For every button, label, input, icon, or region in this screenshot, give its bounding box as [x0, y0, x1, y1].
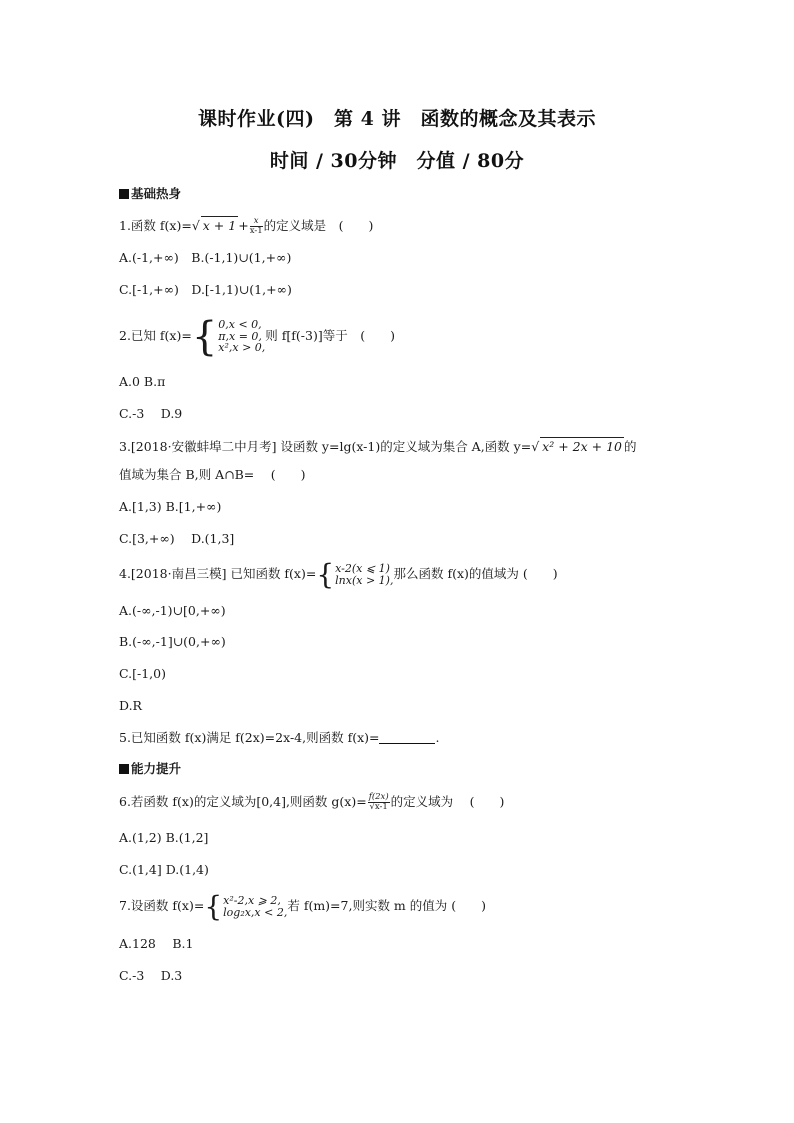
question-4-option-b: B.(-∞,-1]∪(0,+∞)	[119, 634, 226, 649]
question-4-option-d: D.R	[119, 698, 142, 713]
question-1-options-ab: A.(-1,+∞) B.(-1,1)∪(1,+∞)	[119, 250, 292, 265]
question-3-options-ab: A.[1,3) B.[1,+∞)	[119, 499, 222, 514]
question-6: 6.若函数 f(x)的定义域为[0,4],则函数 g(x)= $\frac{f(2x)}{√x-1}$ 的定义域为 ( )	[119, 792, 505, 812]
piecewise-cases: 0,x < 0, π,x = 0, x²,x > 0,	[218, 318, 266, 355]
question-7-options-ab: A.128 B.1	[119, 936, 194, 951]
left-brace-icon: {	[191, 313, 218, 360]
question-6-options-cd: C.(1,4] D.(1,4)	[119, 862, 209, 877]
question-2: 2.已知 f(x)={ 0,x < 0, π,x = 0, x²,x > 0, 则 f[f(-3)]等于 ( )	[119, 313, 395, 360]
left-brace-icon: {	[316, 557, 335, 591]
question-2-options-ab: A.0 B.π	[119, 374, 166, 389]
piecewise-cases: x-2(x ⩽ 1) lnx(x > 1),	[335, 562, 394, 587]
answer-blank[interactable]	[379, 731, 435, 744]
square-bullet-icon	[119, 764, 129, 774]
question-1-options-cd: C.[-1,+∞) D.[-1,1)∪(1,+∞)	[119, 282, 292, 297]
page-title: 课时作业(四) 第 4 讲 函数的概念及其表示	[198, 108, 596, 130]
radical-sign-icon: √	[191, 218, 200, 233]
question-4-option-c: C.[-1,0)	[119, 666, 166, 681]
question-2-options-cd: C.-3 D.9	[119, 406, 183, 421]
left-brace-icon: {	[204, 889, 223, 923]
question-7: 7.设函数 f(x)={ x²-2,x ⩾ 2, log₂x,x < 2, 若 f(m)=7,则实数 m 的值为 ( )	[119, 889, 486, 923]
piecewise-cases: x²-2,x ⩾ 2, log₂x,x < 2,	[223, 894, 288, 919]
square-bullet-icon	[119, 189, 129, 199]
question-4: 4.[2018·南昌三模] 已知函数 f(x)={ x-2(x ⩽ 1) lnx(x > 1), 那么函数 f(x)的值域为 ( )	[119, 557, 558, 591]
section-basic: 基础热身	[119, 185, 181, 203]
question-1: 1.函数 f(x)=√ x + 1 + $\frac{x}{x-1}$ 的定义域是 ( )	[119, 216, 374, 236]
question-4-option-a: A.(-∞,-1)∪[0,+∞)	[119, 603, 226, 618]
section-advanced: 能力提升	[119, 760, 181, 778]
question-5: 5.已知函数 f(x)满足 f(2x)=2x-4,则函数 f(x)= .	[119, 730, 440, 745]
question-7-options-cd: C.-3 D.3	[119, 968, 183, 983]
question-6-options-ab: A.(1,2) B.(1,2]	[119, 830, 209, 845]
page-subtitle: 时间 / 30分钟 分值 / 80分	[269, 150, 525, 172]
question-3: 3.[2018·安徽蚌埠二中月考] 设函数 y=lg(x-1)的定义域为集合 A,函数 y=√ x² + 2x + 10 的	[119, 439, 637, 454]
fraction: $\frac{x}{x-1}$	[249, 216, 263, 236]
question-3-options-cd: C.[3,+∞) D.(1,3]	[119, 531, 235, 546]
radical-sign-icon: √	[531, 439, 540, 454]
fraction: $\frac{f(2x)}{√x-1}$	[368, 792, 389, 812]
question-3-line-2: 值域为集合 B,则 A∩B= ( )	[119, 467, 306, 482]
